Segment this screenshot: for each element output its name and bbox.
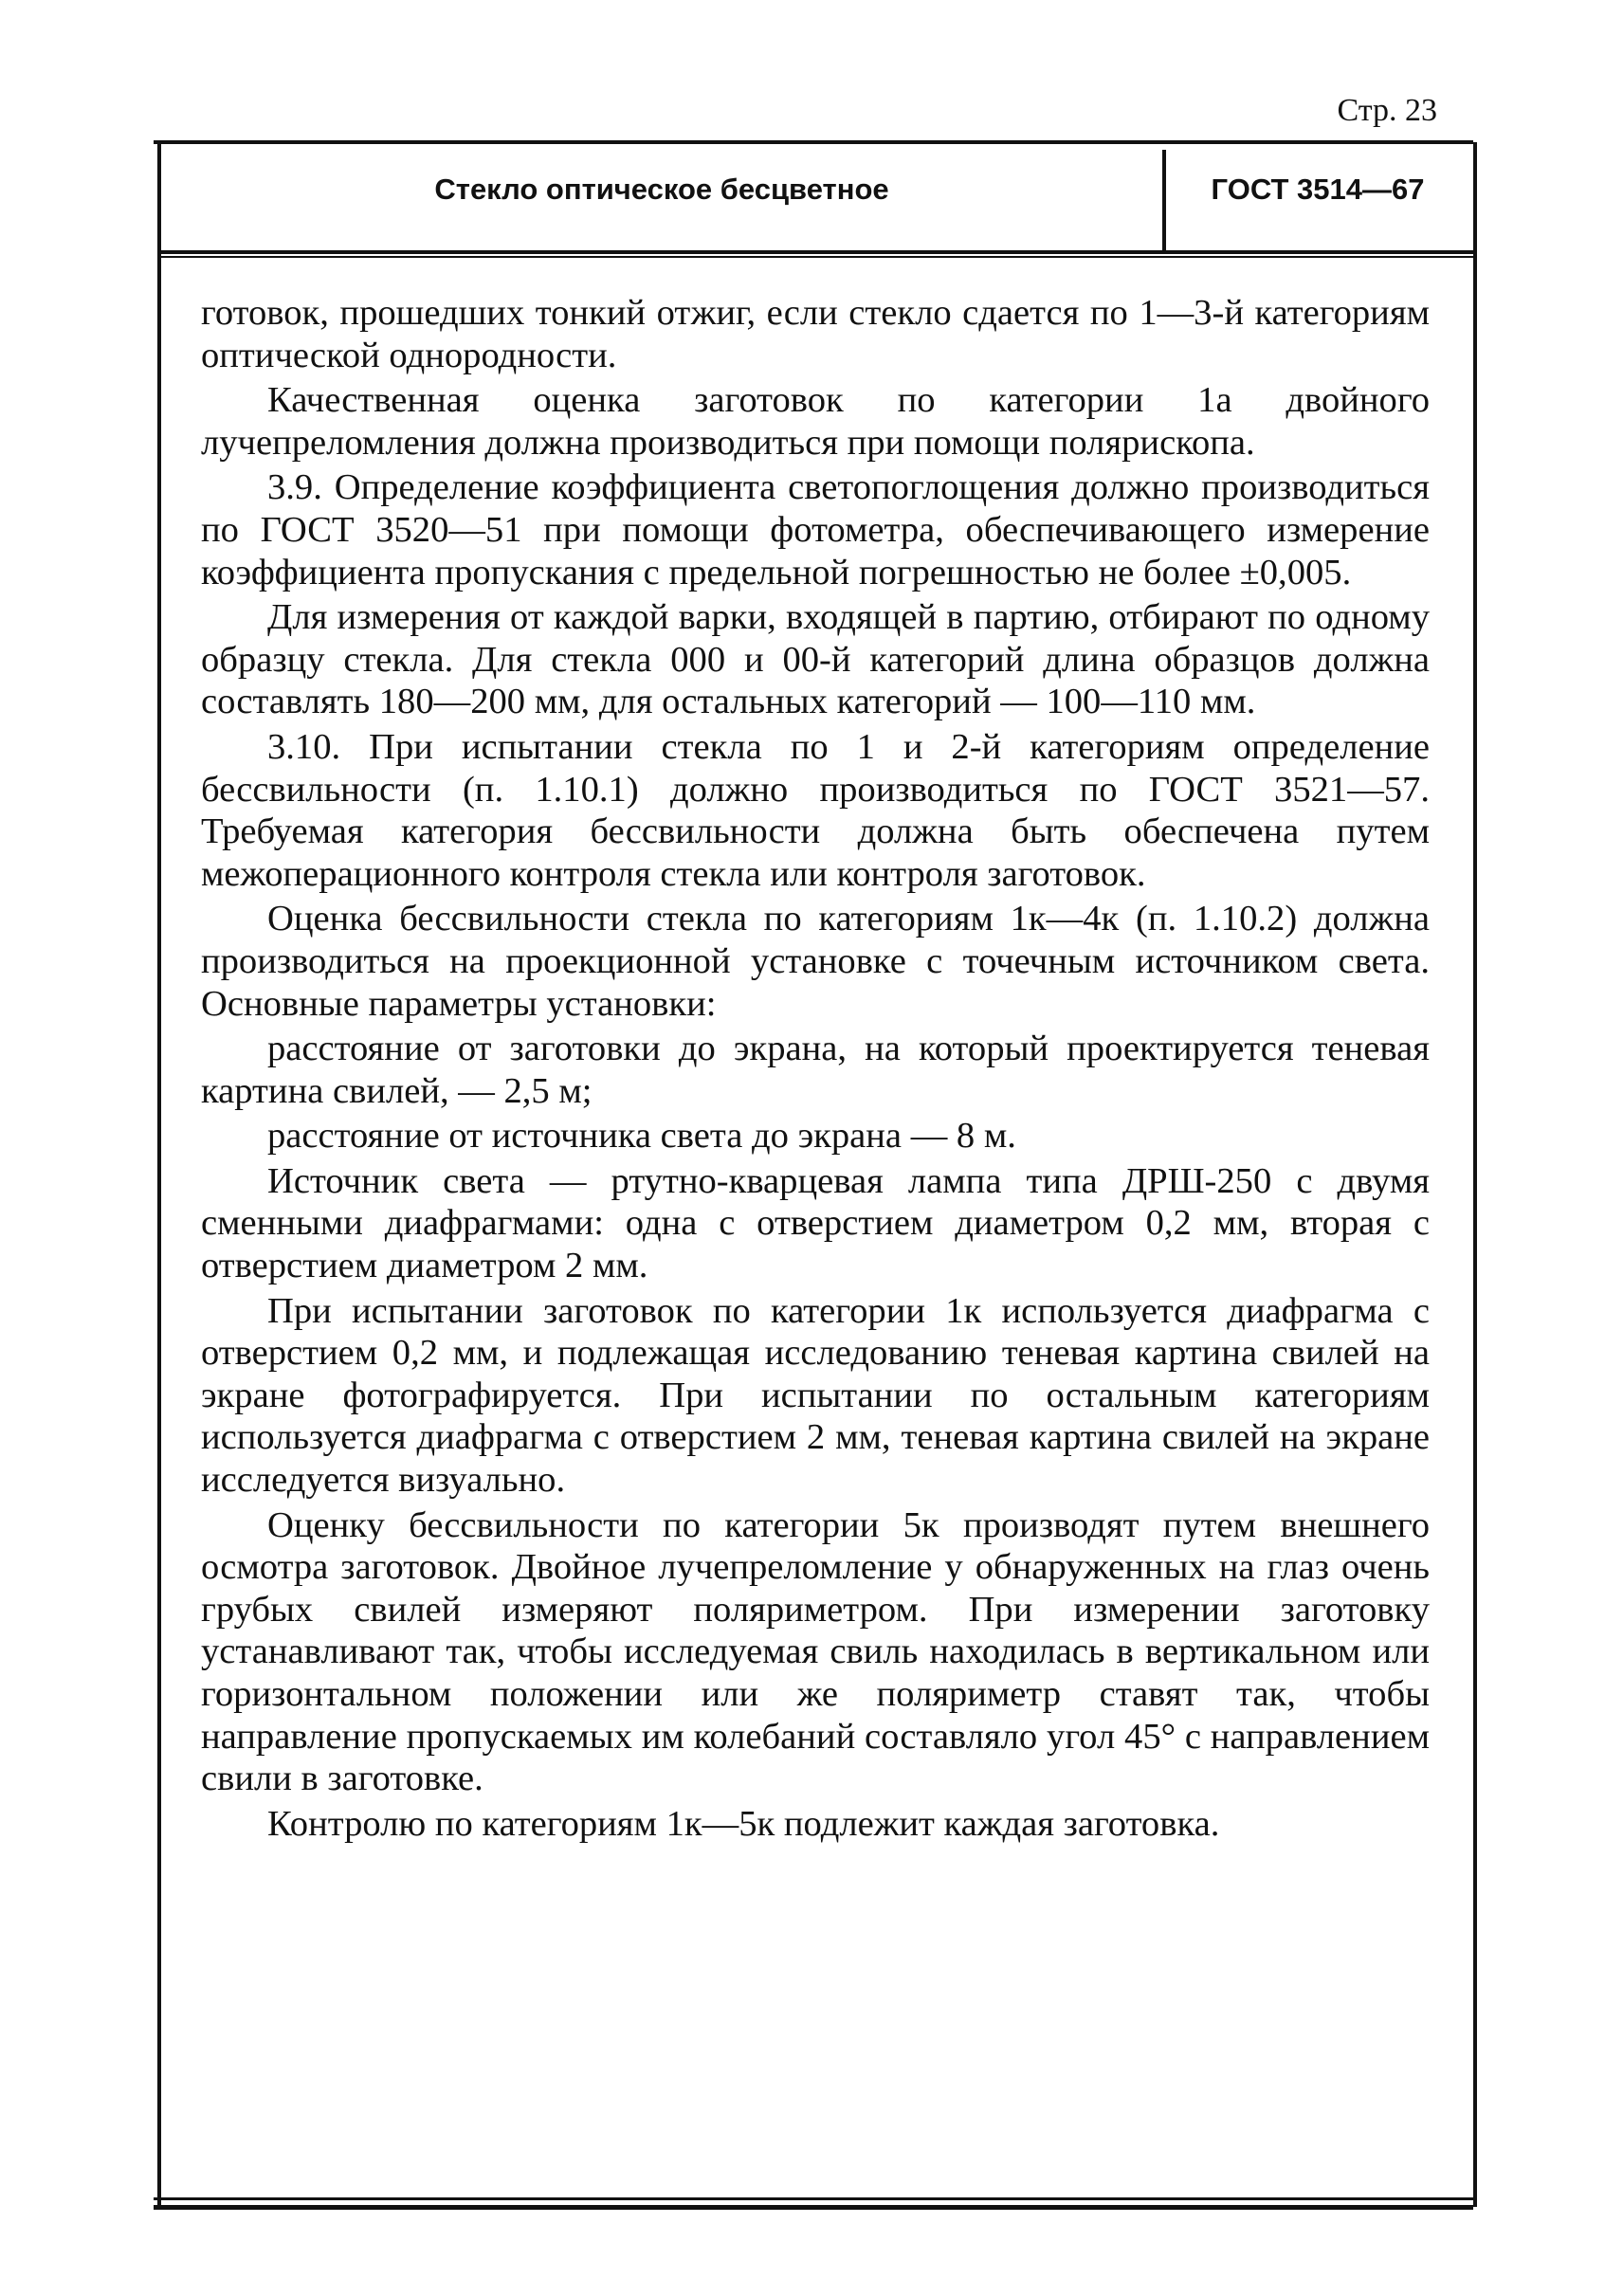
paragraph: 3.9. Определение коэффициента светопоглощения должно производиться по ГОСТ 3520—51 при помощи фотометра, обеспечивающего измерение коэффициента пропускания с предельной погрешностью не более ±0,005.: [201, 467, 1430, 592]
document-header: [161, 144, 1469, 250]
document-body: [201, 292, 1430, 1845]
paragraph: Оценку бессвильности по категории 5к производят путем внешнего осмотра заготовок. Двойное лучепреломление у обнаруженных на глаз очень грубых свилей измеряют поляриметром. При измерении заготовку устанавливают так, чтобы исследуемая свиль находилась в вертикальном или горизонтальном положении или же поляриметр ставят так, чтобы направление пропускаемых им колебаний составляло угол 45° с направлением свили в заготовке.: [201, 1504, 1430, 1799]
document-title: Стекло оптическое бесцветное: [434, 173, 889, 206]
paragraph: 3.10. При испытании стекла по 1 и 2-й категориям определение бессвильности (п. 1.10.1) должно производиться по ГОСТ 3521—57. Требуемая категория бессвильности должна быть обеспечена путем межоперационного контроля стекла или контроля заготовок.: [201, 726, 1430, 894]
frame-bottom-rule: [154, 2197, 1473, 2200]
header-rule: [157, 256, 1473, 258]
list-item: расстояние от заготовки до экрана, на который проектируется теневая картина свилей, — 2,5 м;: [201, 1029, 1430, 1111]
paragraph: Оценка бессвильности стекла по категориям 1к—4к (п. 1.10.2) должна производиться на проекционной установке с точечным источником света. Основные параметры установки:: [201, 899, 1430, 1024]
paragraph: При испытании заготовок по категории 1к используется диафрагма с отверстием 0,2 мм, и подлежащая исследованию теневая картина свилей на экране фотографируется. При испытании по остальным категориям используется диафрагма с отверстием 2 мм, теневая картина свилей на экране исследуется визуально.: [201, 1290, 1430, 1501]
paragraph: Источник света — ртутно-кварцевая лампа типа ДРШ-250 с двумя сменными диафрагмами: одна с отверстием диаметром 0,2 мм, вторая с отверстием диаметром 2 мм.: [201, 1160, 1430, 1286]
frame-bottom-rule: [154, 2205, 1473, 2210]
paragraph: Для измерения от каждой варки, входящей в партию, отбирают по одному образцу стекла. Для стекла 000 и 00-й категорий длина образцов должна составлять 180—200 мм, для остальных категорий — 100—110 мм.: [201, 597, 1430, 722]
paragraph: Контролю по категориям 1к—5к подлежит каждая заготовка.: [267, 1803, 1220, 1844]
header-rule: [157, 250, 1473, 254]
standard-code: ГОСТ 3514—67: [1211, 173, 1425, 206]
page-number: Стр. 23: [1337, 93, 1437, 128]
paragraph: готовок, прошедших тонкий отжиг, если стекло сдается по 1—3-й категориям оптической однородности.: [201, 293, 1430, 375]
list-item: расстояние от источника света до экрана — 8 м.: [267, 1116, 1016, 1157]
paragraph: Качественная оценка заготовок по категории 1а двойного лучепреломления должна производиться при помощи полярископа.: [201, 380, 1430, 463]
